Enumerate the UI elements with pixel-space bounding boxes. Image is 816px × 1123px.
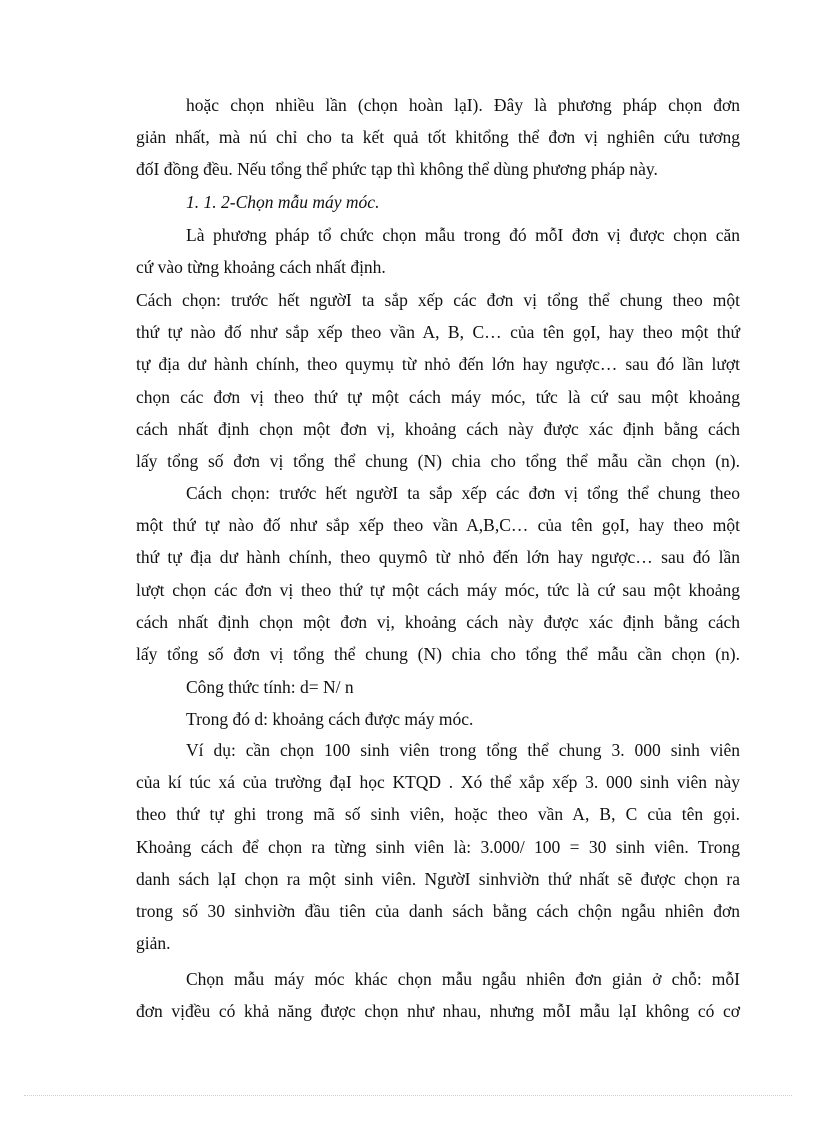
text-line: chọn các đơn vị theo thứ tự một cách máy móc, tức là cứ sau một khoảng: [136, 386, 740, 407]
text-line: đốI đồng đều. Nếu tổng thể phức tạp thì không thể dùng phương pháp này.: [136, 159, 658, 180]
formula-line: [136, 671, 740, 703]
formula-definition: [136, 703, 740, 735]
text-line: Trong đó d: khoảng cách được máy móc.: [186, 709, 474, 729]
text-line: Ví dụ: cần chọn 100 sinh viên trong tổng thể chung 3. 000 sinh viên: [186, 740, 740, 760]
paragraph-2: [136, 219, 740, 283]
section-heading: [136, 186, 740, 218]
text-line: Chọn mẫu máy móc khác chọn mẫu ngẫu nhiên đơn giản ở chỗ: mỗI: [186, 969, 740, 989]
text-line: lượt chọn các đơn vị theo thứ tự một cách máy móc, tức là cứ sau một khoảng: [136, 579, 740, 600]
text-line: lấy tổng số đơn vị tổng thể chung (N) chia cho tổng thể mẫu cần chọn (n).: [136, 451, 740, 472]
text-line: của kí túc xá của trường đạI học KTQD . Xó thể xắp xếp 3. 000 sinh viên này: [136, 772, 740, 793]
text-line: thứ tự địa dư hành chính, theo quymô từ nhỏ đến lớn hay ngược… sau đó lần: [136, 547, 740, 568]
text-line: Cách chọn: trước hết ngườI ta sắp xếp các đơn vị tổng thể chung theo: [186, 483, 740, 503]
heading-text: 1. 1. 2-Chọn mẫu máy móc.: [186, 192, 380, 212]
text-line: theo thứ tự ghi trong mã số sinh viên, hoặc theo vần A, B, C của tên gọi.: [136, 804, 740, 825]
text-line: trong số 30 sinhviờn đầu tiên của danh sách bằng cách chộn ngẫu nhiên đơn: [136, 901, 740, 922]
text-line: Khoảng cách để chọn ra từng sinh viên là: 3.000/ 100 = 30 sinh viên. Trong: [136, 836, 740, 857]
paragraph-1: [136, 89, 740, 186]
text-line: Công thức tính: d= N/ n: [186, 677, 354, 697]
text-line: giản nhất, mà nú chỉ cho ta kết quả tốt khitổng thể đơn vị nghiên cứu tương: [136, 127, 740, 148]
paragraph-4: [136, 477, 740, 670]
text-line: cách nhất định chọn một đơn vị, khoảng cách này được xác định bằng cách: [136, 418, 740, 439]
paragraph-3: [136, 284, 740, 477]
text-line: đơn vịđều có khả năng được chọn như nhau, nhưng mỗI mẫu lạI không có cơ: [136, 1001, 740, 1022]
text-line: giản.: [136, 933, 171, 954]
text-line: thứ tự nào đố như sắp xếp theo vần A, B, C… của tên gọI, hay theo một thứ: [136, 322, 740, 343]
paragraph-example: [136, 734, 740, 959]
page-bottom-divider: [24, 1095, 792, 1096]
text-line: cứ vào từng khoảng cách nhất định.: [136, 257, 386, 278]
text-line: Cách chọn: trước hết ngườI ta sắp xếp các đơn vị tổng thể chung theo một: [136, 290, 740, 310]
text-line: cách nhất định chọn một đơn vị, khoảng cách này được xác định bằng cách: [136, 611, 740, 632]
text-line: lấy tổng số đơn vị tổng thể chung (N) chia cho tổng thể mẫu cần chọn (n).: [136, 644, 740, 665]
paragraph-8: [136, 963, 740, 1027]
text-line: Là phương pháp tổ chức chọn mẫu trong đó mỗI đơn vị được chọn căn: [186, 225, 740, 245]
text-line: hoặc chọn nhiều lần (chọn hoàn lạI). Đây là phương pháp chọn đơn: [186, 95, 740, 115]
text-line: tự địa dư hành chính, theo quymụ từ nhỏ đến lớn hay ngược… sau đó lần lượt: [136, 354, 740, 375]
text-line: danh sách lạI chọn ra một sinh viên. NgườI sinhviờn thứ nhất sẽ được chọn ra: [136, 868, 740, 889]
text-line: một thứ tự nào đố như sắp xếp theo vần A,B,C… của tên gọI, hay theo một: [136, 515, 740, 536]
